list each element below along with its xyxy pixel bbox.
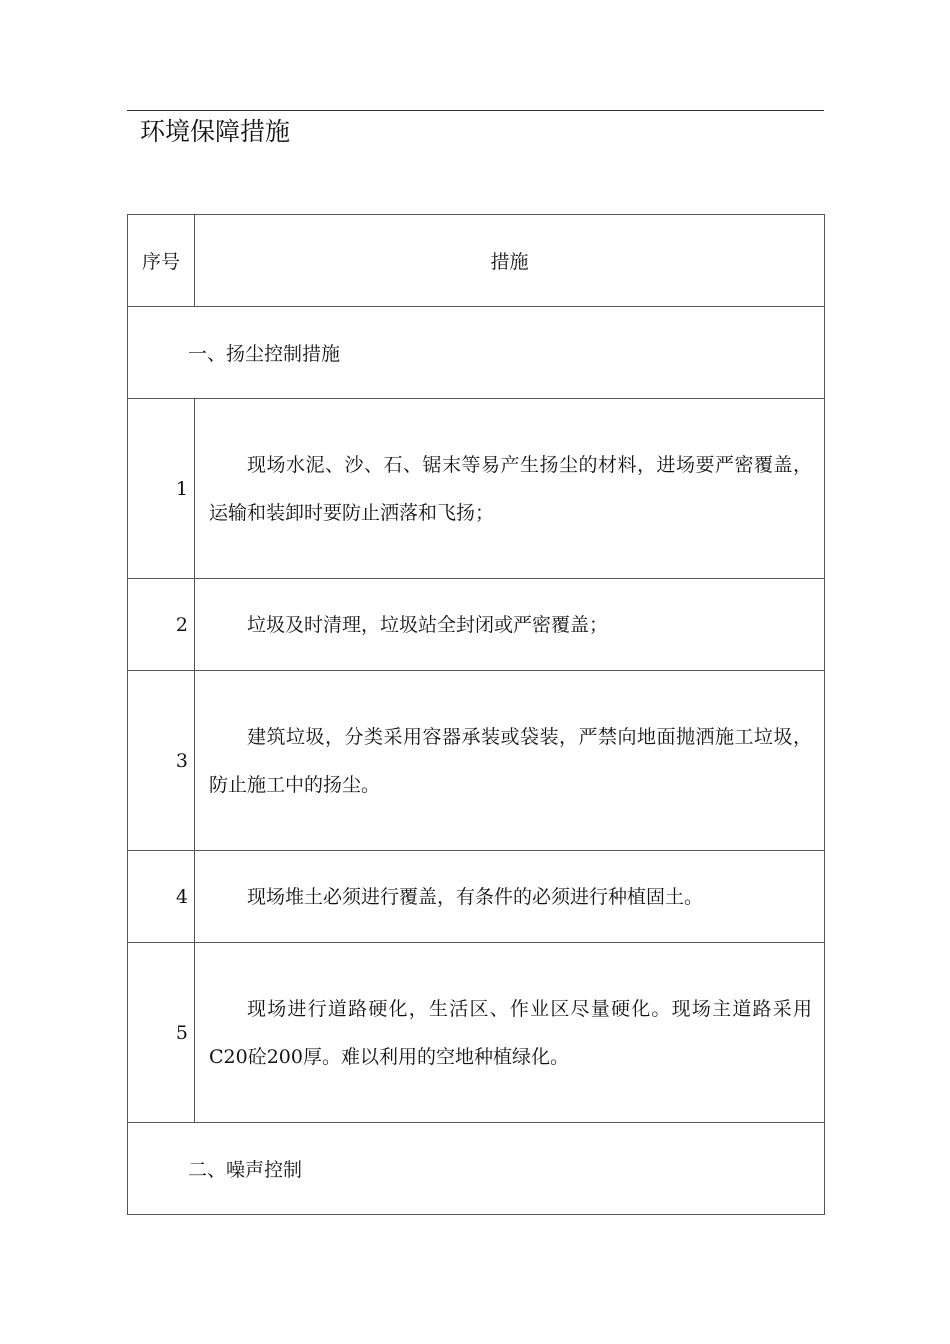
column-header-measure: 措施 [195, 215, 825, 307]
row-number: 3 [128, 671, 195, 851]
table-row [128, 399, 825, 579]
measures-table [127, 214, 825, 1215]
row-measure-text: 现场堆土必须进行覆盖，有条件的必须进行种植固土。 [195, 851, 825, 943]
table-row [128, 943, 825, 1123]
table-header-row [128, 215, 825, 307]
section-row-dust-control [128, 307, 825, 399]
row-measure-text: 现场进行道路硬化，生活区、作业区尽量硬化。现场主道路采用C20砼200厚。难以利用的空地种植绿化。 [195, 943, 825, 1123]
table-row [128, 671, 825, 851]
section-row-noise-control [128, 1123, 825, 1215]
header-rule [127, 110, 824, 111]
page-title: 环境保障措施 [140, 117, 291, 146]
section-heading: 二、噪声控制 [128, 1123, 825, 1215]
table-row [128, 579, 825, 671]
row-number: 4 [128, 851, 195, 943]
row-number: 2 [128, 579, 195, 671]
table-row [128, 851, 825, 943]
section-heading: 一、扬尘控制措施 [128, 307, 825, 399]
row-number: 1 [128, 399, 195, 579]
row-measure-text: 建筑垃圾，分类采用容器承装或袋装，严禁向地面抛洒施工垃圾，防止施工中的扬尘。 [195, 671, 825, 851]
row-measure-text: 现场水泥、沙、石、锯末等易产生扬尘的材料，进场要严密覆盖，运输和装卸时要防止洒落和飞扬； [195, 399, 825, 579]
row-measure-text: 垃圾及时清理，垃圾站全封闭或严密覆盖； [195, 579, 825, 671]
column-header-number: 序号 [128, 215, 195, 307]
row-number: 5 [128, 943, 195, 1123]
